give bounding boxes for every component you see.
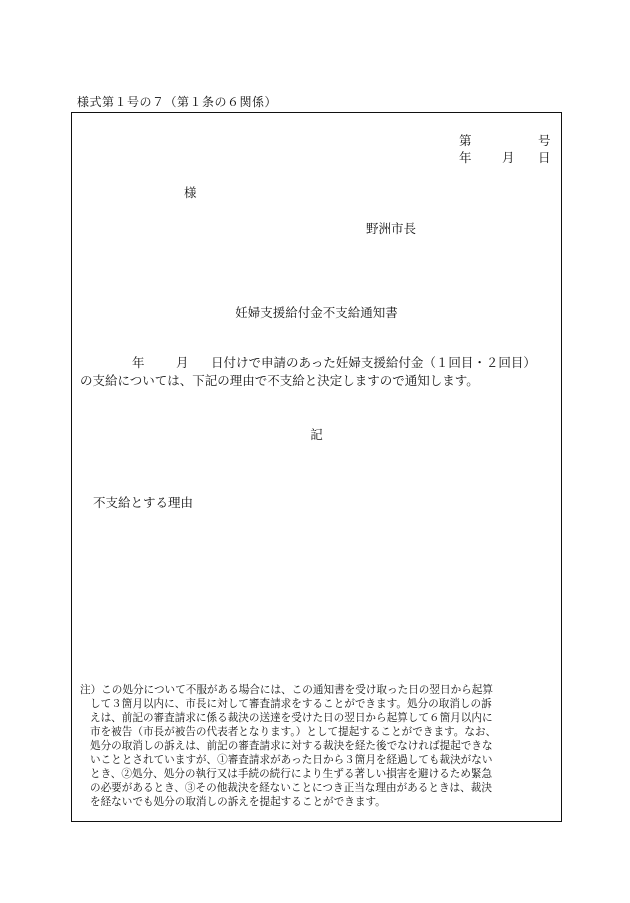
date-year-label: 年 (459, 150, 472, 165)
document-number-suffix: 号 (538, 133, 551, 148)
date-month-label: 月 (502, 150, 515, 165)
note-line: 市を被告（市長が被告の代表者となります。）として提起することができます。なお、 (90, 726, 497, 738)
sender: 野洲市長 (366, 221, 417, 236)
note-line: とき、②処分、処分の執行又は手続の続行により生ずる著しい損害を避けるため緊急 (90, 768, 493, 780)
body-year-label: 年 (132, 355, 145, 370)
body-line-2: の支給については、下記の理由で不支給と決定しますので通知します。 (80, 373, 479, 388)
body-line-1 (80, 354, 556, 372)
appeal-note (80, 683, 556, 809)
body-month-label: 月 (176, 355, 189, 370)
addressee: 様 (184, 185, 197, 200)
reason-label: 不支給とする理由 (93, 495, 194, 510)
note-line: えは、前記の審査請求に係る裁決の送達を受けた日の翌日から起算して６箇月以内に (90, 712, 493, 724)
document-title: 妊婦支援給付金不支給通知書 (235, 305, 398, 320)
body-text (80, 354, 556, 390)
document-date (459, 148, 550, 164)
note-line: 注）この処分について不服がある場合には、この通知書を受け取った日の翌日から起算 (80, 684, 493, 696)
body-line-1-text: 日付けで申請のあった妊婦支援給付金（１回目・２回目） (211, 355, 536, 370)
note-line: を経ないでも処分の取消しの訴えを提起することができます。 (90, 796, 386, 808)
note-line: して３箇月以内に、市長に対して審査請求をすることができます。処分の取消しの訴 (90, 698, 492, 710)
note-line: 処分の取消しの訴えは、前記の審査請求に対する裁決を経た後でなければ提起できな (90, 740, 493, 752)
ki-heading: 記 (310, 427, 323, 442)
document-number-prefix: 第 (459, 133, 472, 148)
document-frame (71, 112, 562, 822)
note-line: いこととされていますが、①審査請求があった日から３箇月を経過しても裁決がない (90, 754, 493, 766)
date-day-label: 日 (538, 150, 551, 165)
form-label: 様式第１号の７（第１条の６関係） (77, 95, 278, 109)
note-line: の必要があるとき、③その他裁決を経ないことにつき正当な理由があるときは、裁決 (90, 782, 492, 794)
document-number (459, 131, 550, 147)
